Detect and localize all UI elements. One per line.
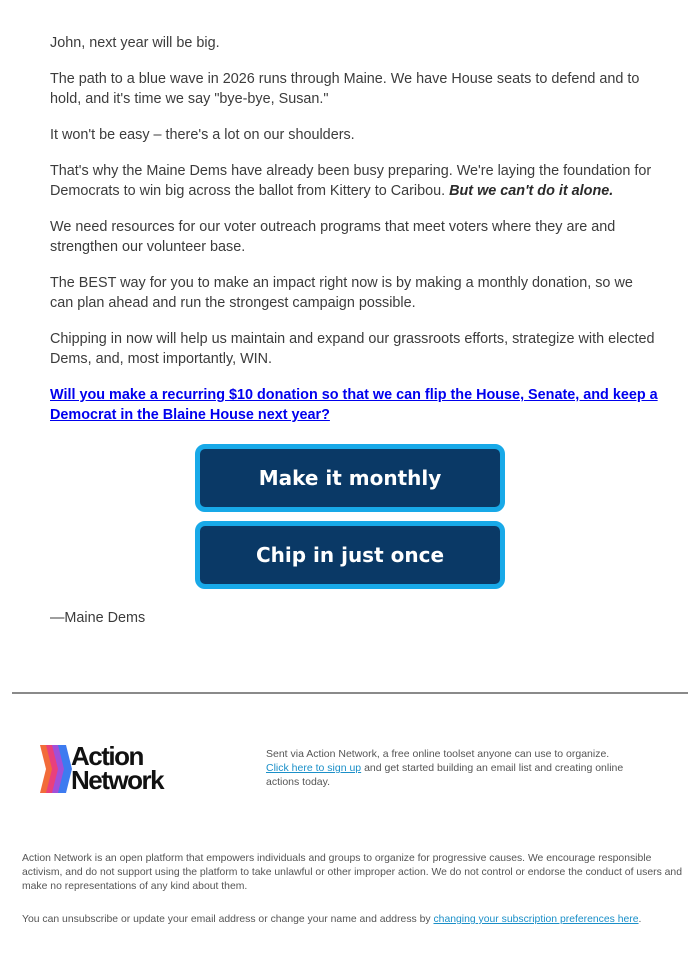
email-body [50,33,660,441]
make-it-monthly-button[interactable]: Make it monthly [195,444,505,512]
footer-divider [12,692,688,694]
platform-disclaimer: Action Network is an open platform that empowers individuals and groups to organize for progressive causes. We encourage responsible activism, and do not support using the platform to take unlawful or other improper action. We do not control or endorse the conduct of users and make no representations of any kind about them. [22,853,682,892]
logo-wordmark [71,741,164,795]
paragraph-shoulders: It won't be easy – there's a lot on our shoulders. [50,127,355,143]
paragraph-blue-wave: The path to a blue wave in 2026 runs through Maine. We have House seats to defend and to hold, and it's time we say "bye-bye, Susan." [50,71,640,107]
logo-line-1: Action [71,741,143,771]
logo-chevrons-icon [40,745,72,793]
signoff: —Maine Dems [50,610,146,626]
unsubscribe-text [22,913,692,927]
sent-via-text [266,747,636,789]
recurring-donation-link[interactable]: Will you make a recurring $10 donation so that we can flip the House, Senate, and keep a Democrat in the Blaine House next year? [50,387,658,423]
sent-via-intro: Sent via Action Network, a free online toolset anyone can use to organize. [266,748,610,760]
ask-paragraph [50,385,660,425]
unsubscribe-period: . [638,914,642,925]
unsubscribe-intro: You can unsubscribe or update your email address or change your name and address by [22,914,431,925]
paragraph-monthly: The BEST way for you to make an impact right now is by making a monthly donation, so we can plan ahead and run the strongest campaign possible. [50,275,633,311]
action-network-logo[interactable] [40,741,200,796]
paragraph-resources: We need resources for our voter outreach programs that meet voters where they are and strengthen our volunteer base. [50,219,616,255]
paragraph-chipping: Chipping in now will help us maintain and expand our grassroots efforts, strategize with elected Dems, and, most importantly, WIN. [50,331,655,367]
emphasis-text: But we can't do it alone. [449,183,614,199]
paragraph-preparing [50,161,660,201]
chip-in-once-button[interactable]: Chip in just once [195,521,505,589]
paragraph-preparing-text: That's why the Maine Dems have already been busy preparing. We're laying the foundation for Democrats to win big across the ballot from Kittery to Caribou. [50,163,652,199]
logo-line-2: Network [71,765,164,795]
sent-via-outro: and get started building an email list and creating online actions today. [266,762,624,788]
subscription-preferences-link[interactable]: changing your subscription preferences here [433,914,639,925]
greeting: John, next year will be big. [50,35,220,51]
sign-up-link[interactable]: Click here to sign up [266,762,362,774]
